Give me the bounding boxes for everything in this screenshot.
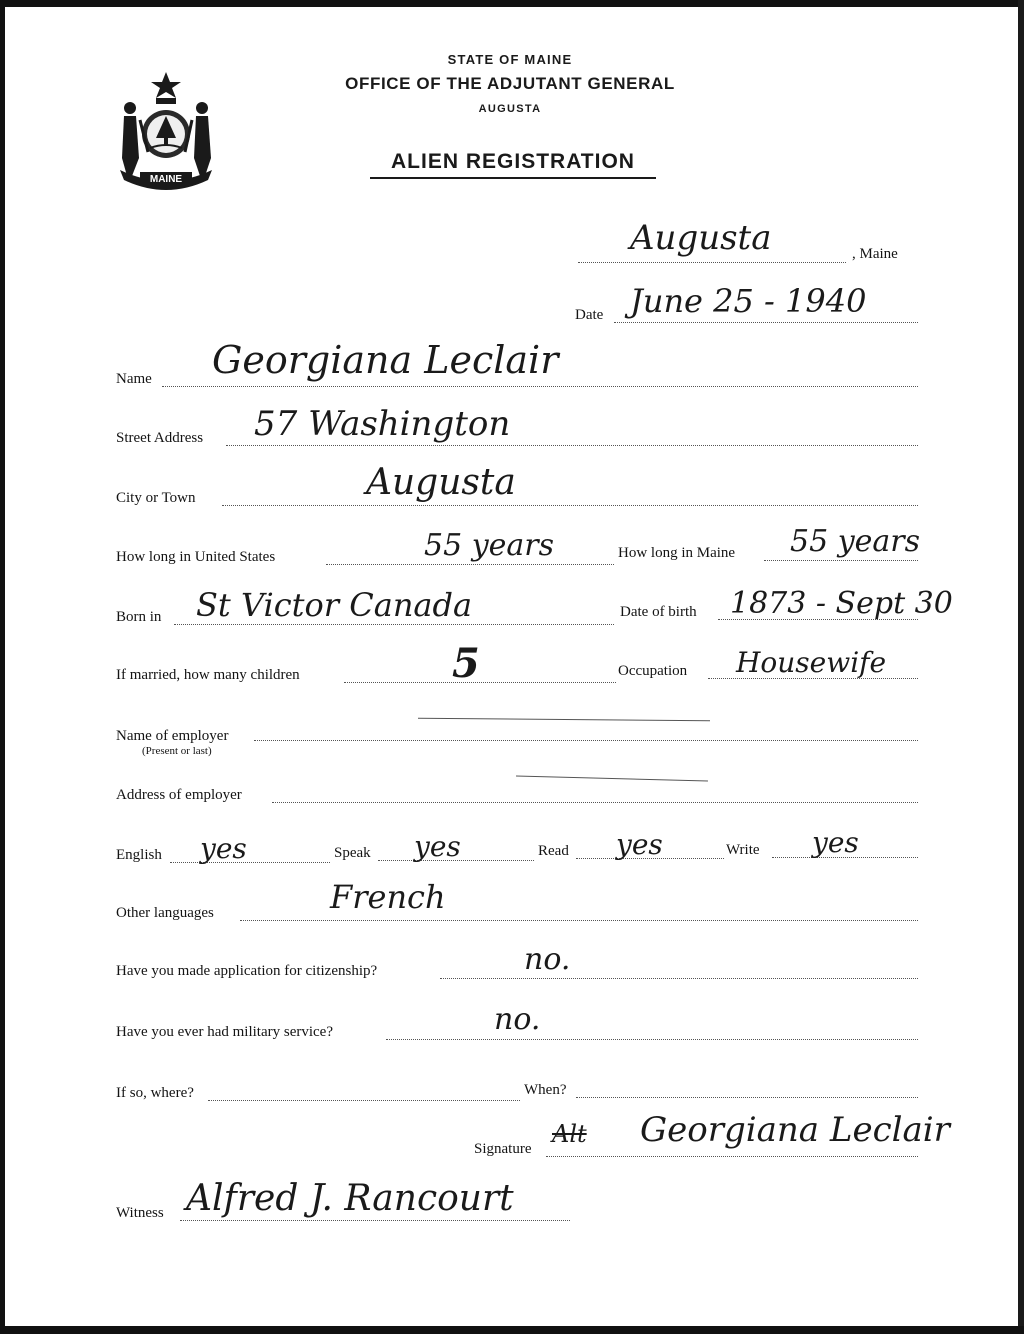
military-entry: no.: [494, 1002, 541, 1037]
witness-line: [180, 1220, 570, 1221]
children-entry: 5: [452, 640, 480, 687]
name-line: [162, 386, 918, 387]
street-line: [226, 445, 918, 446]
write-label: Write: [726, 842, 760, 858]
dob-entry: 1873 - Sept 30: [730, 586, 953, 621]
english-entry: yes: [200, 832, 247, 865]
maine-duration-entry: 55 years: [790, 524, 921, 559]
other-languages-entry: French: [330, 878, 446, 916]
occupation-label: Occupation: [618, 663, 688, 679]
other-languages-label: Other languages: [116, 905, 214, 921]
signature-struck-entry: Alt: [552, 1120, 587, 1148]
name-entry: Georgiana Leclair: [212, 338, 559, 382]
witness-label: Witness: [116, 1205, 164, 1221]
city-entry: Augusta: [366, 462, 516, 503]
form-title: ALIEN REGISTRATION: [370, 150, 656, 179]
place-line: [578, 262, 846, 263]
when-line: [576, 1097, 918, 1098]
seal-text: MAINE: [149, 174, 183, 185]
street-entry: 57 Washington: [254, 404, 511, 444]
when-label: When?: [524, 1082, 567, 1098]
read-label: Read: [538, 843, 569, 859]
date-entry: June 25 - 1940: [630, 282, 867, 320]
state-seal-icon: [112, 68, 220, 192]
date-label: Date: [575, 307, 604, 323]
office-heading: OFFICE OF THE ADJUTANT GENERAL: [345, 74, 675, 93]
read-entry: yes: [616, 828, 663, 861]
english-line: [170, 862, 330, 863]
city-line: [222, 505, 918, 506]
scan-edge-bottom: [0, 1326, 1024, 1334]
signature-label: Signature: [474, 1141, 532, 1157]
signature-entry: Georgiana Leclair: [640, 1110, 950, 1150]
witness-entry: Alfred J. Rancourt: [186, 1178, 514, 1219]
scan-edge-top: [0, 0, 1024, 7]
maine-duration-label: How long in Maine: [618, 545, 736, 561]
employer-address-line: [272, 802, 918, 803]
military-line: [386, 1039, 918, 1040]
street-label: Street Address: [116, 430, 204, 446]
military-label: Have you ever had military service?: [116, 1024, 333, 1040]
state-heading: STATE OF MAINE: [447, 52, 573, 67]
city-label: City or Town: [116, 490, 196, 506]
signature-line: [546, 1156, 918, 1157]
employer-label: Name of employer: [116, 728, 229, 744]
dob-label: Date of birth: [620, 604, 697, 620]
scan-edge-right: [1018, 0, 1024, 1334]
occupation-entry: Housewife: [736, 646, 887, 679]
employer-sublabel: (Present or last): [142, 745, 212, 757]
born-entry: St Victor Canada: [196, 586, 473, 624]
speak-label: Speak: [334, 845, 371, 861]
citizenship-label: Have you made application for citizenship?: [116, 963, 378, 979]
scan-edge-left: [0, 0, 5, 1334]
place-entry: Augusta: [630, 218, 772, 258]
employer-blank-stroke: [418, 718, 710, 722]
us-duration-label: How long in United States: [116, 549, 276, 565]
born-line: [174, 624, 614, 625]
write-entry: yes: [812, 826, 859, 859]
city-heading: AUGUSTA: [478, 103, 542, 115]
citizenship-entry: no.: [524, 942, 571, 977]
us-duration-entry: 55 years: [424, 528, 555, 563]
employer-address-label: Address of employer: [116, 787, 242, 803]
citizenship-line: [440, 978, 918, 979]
born-label: Born in: [116, 609, 162, 625]
children-label: If married, how many children: [116, 667, 300, 683]
us-duration-line: [326, 564, 614, 565]
where-label: If so, where?: [116, 1085, 194, 1101]
name-label: Name: [116, 371, 152, 387]
english-label: English: [116, 847, 162, 863]
employer-line: [254, 740, 918, 741]
speak-entry: yes: [414, 830, 461, 863]
children-line: [344, 682, 616, 683]
date-line: [614, 322, 918, 323]
employer-address-blank-stroke: [516, 775, 708, 781]
maine-duration-line: [764, 560, 918, 561]
other-languages-line: [240, 920, 918, 921]
maine-label: , Maine: [852, 246, 898, 262]
where-line: [208, 1100, 520, 1101]
